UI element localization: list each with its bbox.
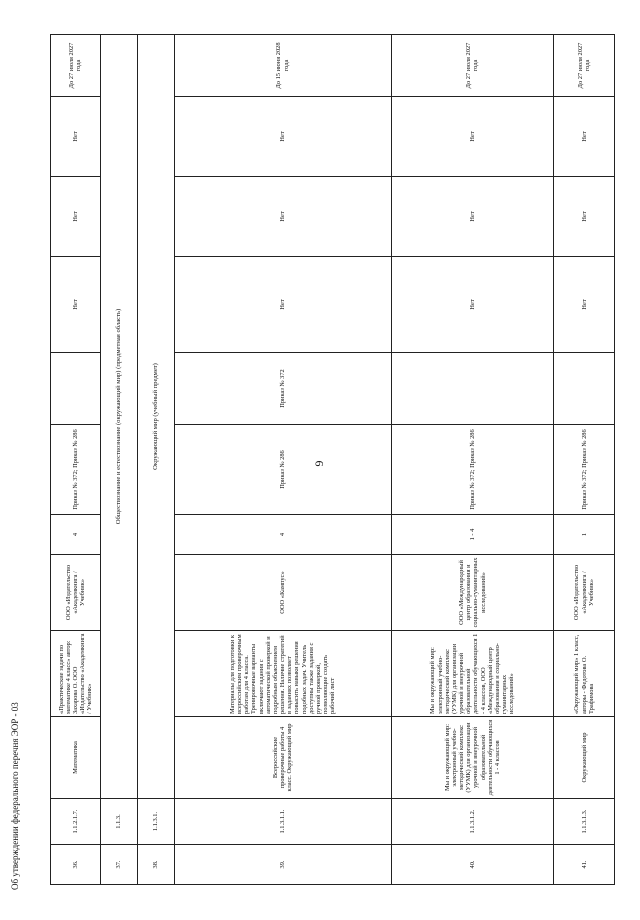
row-publisher: ООО «Издательство «Академкнига / Учебник» <box>51 555 101 631</box>
row-code: 1.1.2.1.7. <box>51 799 101 845</box>
row-c1: Нет <box>554 257 615 353</box>
row-order: Приказ № 372; Приказ № 286 <box>391 425 554 515</box>
rotated-document-table <box>50 35 615 885</box>
row-description: Материалы для подготовки к всероссийским проверочным работам для 4 класса. Тренировочные варианты включают задания с автоматической проверкой и подробным объяснением решения. Наличие стратегий в заданиях позволяет повысить навыки решения подобных задач. Учитель доступны также задания с ручной проверкой, позволяющие создать рабочий лист <box>174 631 391 717</box>
row-c3: Нет <box>554 97 615 177</box>
row-c2: Нет <box>554 177 615 257</box>
row-subject: Мы и окружающий мир: электронный учебно-методический комплекс (УУМК) для организации урочной и внеурочной образовательной деятельности обучающихся 1 - 4 классов <box>391 717 554 799</box>
row-description: «Окружающий мир» 1 класс, авторы - Федотова О. Трафимова <box>554 631 615 717</box>
row-term: До 15 июня 2028 года <box>174 35 391 97</box>
row-term: До 27 июля 2027 года <box>391 35 554 97</box>
row-number: 37. <box>100 845 137 885</box>
row-number: 39. <box>174 845 391 885</box>
row-publisher: ООО «Международный центр образования и социально-гуманитарных исследований» <box>391 555 554 631</box>
table-row <box>51 35 101 885</box>
row-code: 1.1.3.1.2. <box>391 799 554 845</box>
row-code: 1.1.3.1.3. <box>554 799 615 845</box>
row-order-2 <box>554 353 615 425</box>
row-subject: Математика <box>51 717 101 799</box>
row-number: 38. <box>137 845 174 885</box>
eor-table <box>50 34 615 885</box>
row-grade: 1 <box>554 515 615 555</box>
row-number: 41. <box>554 845 615 885</box>
row-order-2: Приказ № 372 <box>174 353 391 425</box>
row-subject: Окружающий мир <box>554 717 615 799</box>
row-order-2 <box>391 353 554 425</box>
row-c3: Нет <box>391 97 554 177</box>
row-code: 1.1.3.1. <box>137 799 174 845</box>
row-c1: Нет <box>51 257 101 353</box>
row-grade: 4 <box>51 515 101 555</box>
row-description: Мы и окружающий мир: электронный учебно-методический комплекс (УУМК) для организации урочной и внеурочной образовательной деятельности обучающихся 1 - 4 классов, ООО «Международный центр образования и социально-гуманитарных исследований» <box>391 631 554 717</box>
table-row <box>174 35 391 885</box>
section-title: Обществознание и естествознание (окружающий мир) (предметная область) <box>100 35 137 799</box>
row-term: До 27 июля 2027 года <box>554 35 615 97</box>
table-row <box>391 35 554 885</box>
row-c2: Нет <box>391 177 554 257</box>
row-order: Приказ № 372; Приказ № 286 <box>554 425 615 515</box>
row-publisher: ООО «Кампус» <box>174 555 391 631</box>
row-order: Приказ № 286 <box>174 425 391 515</box>
row-c1: Нет <box>391 257 554 353</box>
table-row <box>554 35 615 885</box>
row-term: До 27 июля 2027 года <box>51 35 101 97</box>
row-number: 40. <box>391 845 554 885</box>
row-order: Приказ № 372; Приказ № 286 <box>51 425 101 515</box>
row-subject: Всероссийские проверочные работы 4 класс. Окружающий мир <box>174 717 391 799</box>
table-row <box>100 35 137 885</box>
row-c3: Нет <box>51 97 101 177</box>
row-grade: 1 - 4 <box>391 515 554 555</box>
row-grade: 4 <box>174 515 391 555</box>
row-publisher: ООО «Издательство «Академкнига / Учебник» <box>554 555 615 631</box>
row-c2: Нет <box>51 177 101 257</box>
page-number: 6 <box>312 460 327 467</box>
table-row <box>137 35 174 885</box>
row-c1: Нет <box>174 257 391 353</box>
row-c3: Нет <box>174 97 391 177</box>
row-order-2 <box>51 353 101 425</box>
row-number: 36. <box>51 845 101 885</box>
row-code: 1.1.3. <box>100 799 137 845</box>
row-description: «Практические задачи по математике 4 класс» автор: Захарова О. ООО «Издательство «Академкнига / Учебник» <box>51 631 101 717</box>
row-c2: Нет <box>174 177 391 257</box>
row-code: 1.1.3.1.1. <box>174 799 391 845</box>
section-title: Окружающий мир (учебный предмет) <box>137 35 174 799</box>
